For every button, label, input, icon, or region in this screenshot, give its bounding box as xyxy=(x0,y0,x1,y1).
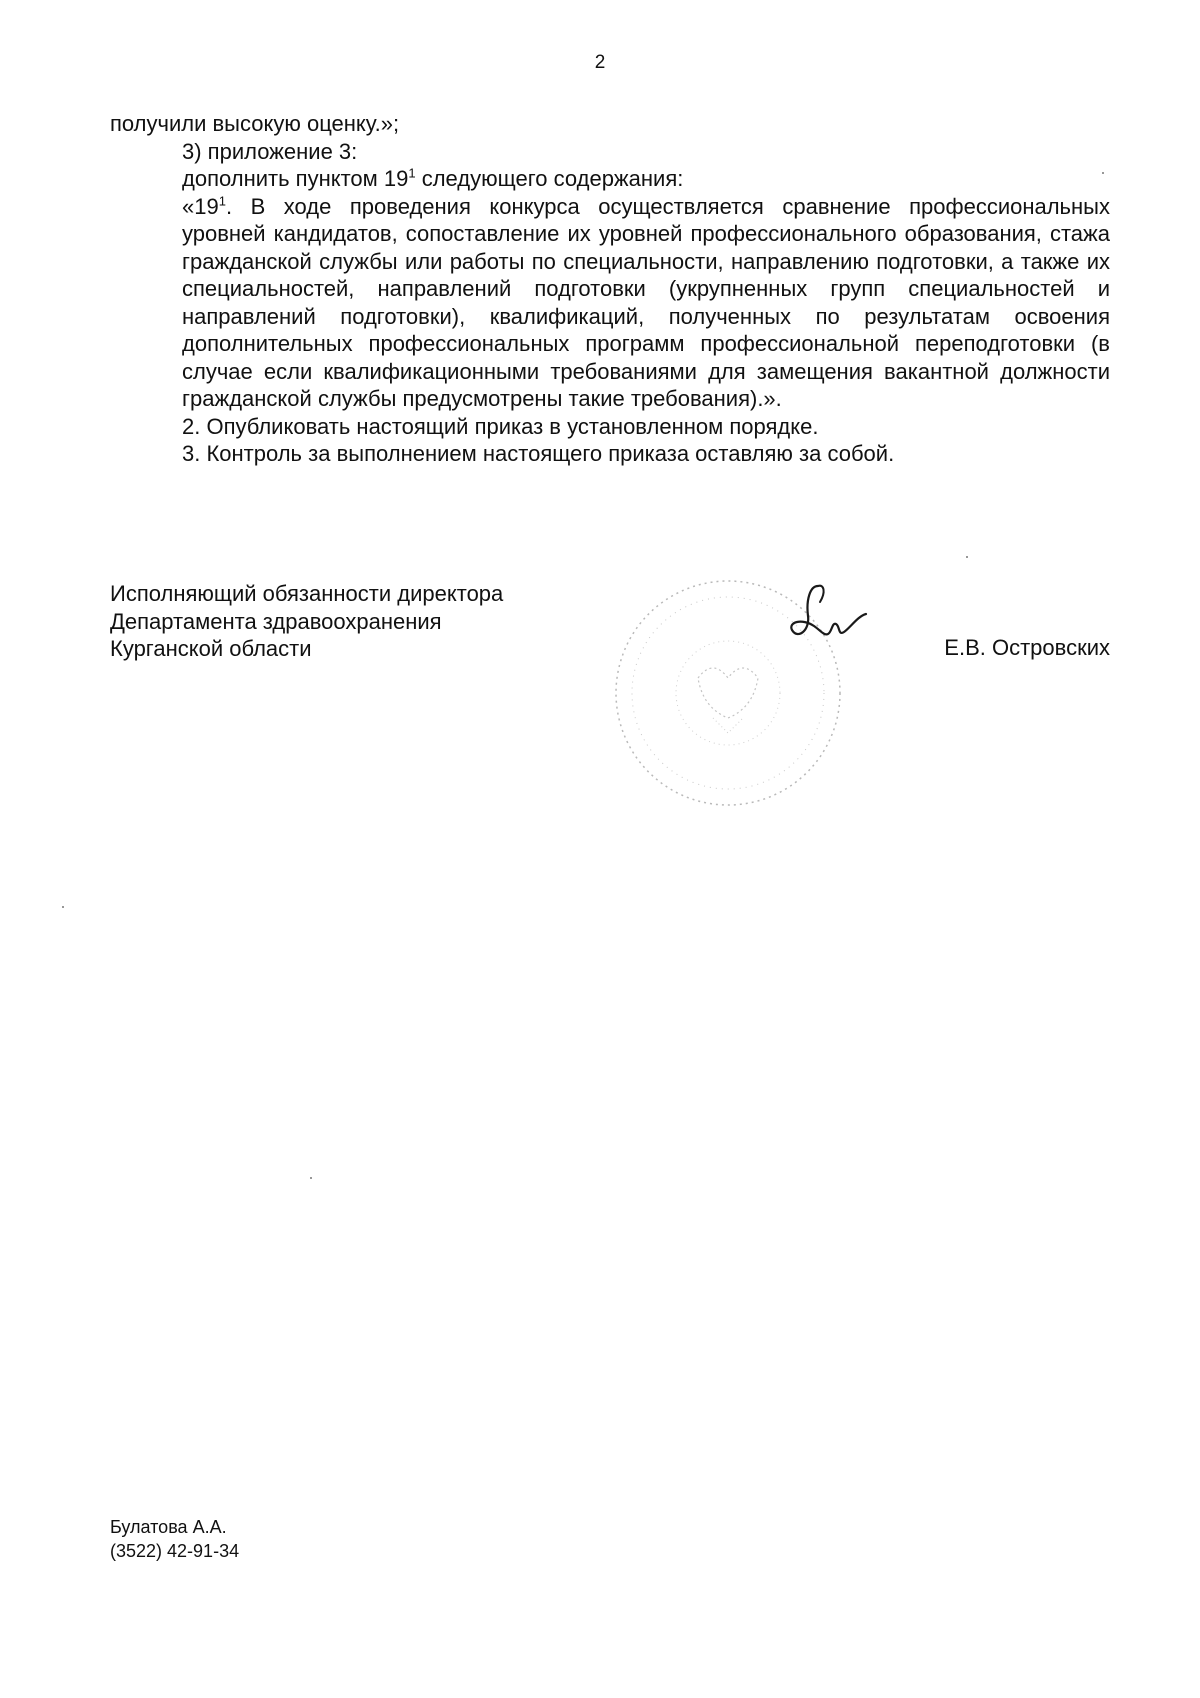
scan-speck xyxy=(310,1177,312,1179)
quote-text: . В ходе проведения конкурса осуществляется сравнение профессиональных уровней кандидатов, сопоставление их уровней профессионального образования, стажа гражданской службы или работы по специальности, направлению подготовки, а также их специальностей, направлений подготовки (укрупненных групп специальностей и направлений подготовки), квалификаций, полученных по результатам освоения дополнительных профессиональных программ профессиональной переподготовки (в случае если квалификационными требованиями для замещения вакантной должности гражданской службы предусмотрены такие требования).». xyxy=(182,193,1110,411)
signer-position-line-2: Департамента здравоохранения xyxy=(110,608,442,634)
signer-position xyxy=(110,580,503,663)
body-line-appendix-3: 3) приложение 3: xyxy=(182,138,358,164)
document-body xyxy=(110,110,1110,468)
page-number: 2 xyxy=(594,52,606,73)
signer-position-line-1: Исполняющий обязанности директора xyxy=(110,581,504,606)
body-paragraph-point-19-1 xyxy=(110,193,1110,413)
executor-phone: (3522) 42-91-34 xyxy=(110,1541,240,1561)
scan-speck xyxy=(966,556,968,558)
supplement-point-post: следующего содержания: xyxy=(415,166,684,191)
body-line-supplement-point xyxy=(110,165,1110,193)
executor-info xyxy=(110,1515,239,1563)
handwritten-signature xyxy=(786,578,876,648)
scan-speck xyxy=(1102,172,1104,174)
signer-name: Е.В. Островских xyxy=(944,635,1110,660)
supplement-point-sup: 1 xyxy=(408,165,416,181)
quote-pre: «19 xyxy=(182,193,219,219)
executor-name: Булатова А.А. xyxy=(110,1517,227,1537)
quote-sup: 1 xyxy=(218,193,226,209)
supplement-point-pre: дополнить пунктом 19 xyxy=(182,166,409,191)
signer-position-line-3: Курганской области xyxy=(110,636,312,661)
scan-speck xyxy=(62,906,64,908)
body-line-closing-quote: получили высокую оценку.»; xyxy=(110,111,400,136)
body-item-publish: 2. Опубликовать настоящий приказ в установленном порядке. xyxy=(182,413,819,439)
body-item-control: 3. Контроль за выполнением настоящего приказа оставляю за собой. xyxy=(182,441,895,466)
